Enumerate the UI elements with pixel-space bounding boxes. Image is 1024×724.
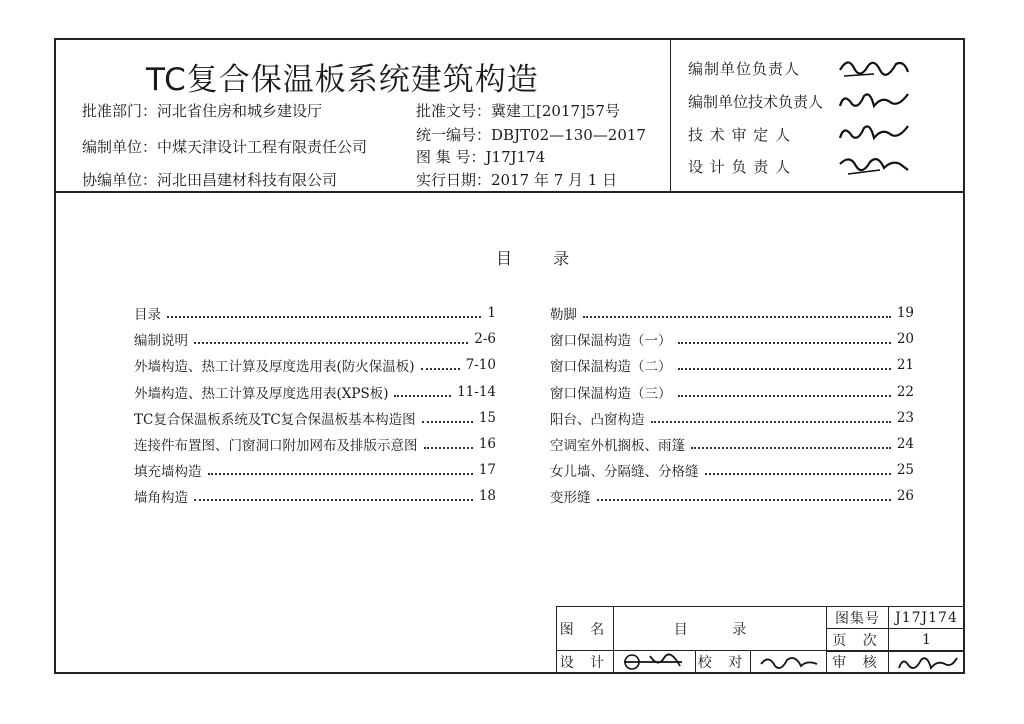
- signature-image-3: [834, 118, 914, 146]
- toc-entry-title: 外墙构造、热工计算及厚度选用表(防火保温板): [134, 359, 415, 376]
- resp-role-1: 编制单位负责人: [688, 60, 801, 78]
- compiler-value: 中煤天津设计工程有限责任公司: [157, 138, 368, 156]
- toc-entry-title: 窗口保温构造（三）: [550, 385, 672, 402]
- atlas-no-cell: J17J174: [888, 606, 965, 629]
- toc-entry[interactable]: [550, 379, 914, 405]
- toc-entry-title: 填充墙构造: [134, 464, 202, 481]
- toc-entry-page: 21: [896, 357, 914, 374]
- header-bottom-rule: [56, 191, 963, 193]
- effective-date-value: 2017 年 7 月 1 日: [491, 171, 618, 189]
- toc-entry-page: 15: [478, 409, 496, 426]
- check-label: 校 对: [695, 650, 751, 674]
- toc-entry[interactable]: [134, 379, 496, 405]
- toc-entry-page: 20: [896, 331, 914, 348]
- toc-leader: [208, 465, 473, 475]
- toc-leader: [583, 308, 891, 318]
- toc-entry-title: 外墙构造、热工计算及厚度选用表(XPS板): [134, 385, 389, 402]
- review-label: 审 核: [826, 650, 889, 674]
- unified-code-value: DBJT02—130—2017: [491, 126, 646, 144]
- toc-entry-page: 11-14: [457, 383, 496, 400]
- toc-entry-title: 窗口保温构造（一）: [550, 333, 672, 350]
- toc-leader: [194, 491, 473, 501]
- atlas-no: [416, 146, 545, 167]
- co-compiler: [82, 169, 337, 190]
- title-block: [556, 606, 965, 674]
- toc-entry[interactable]: [550, 300, 914, 326]
- atlas-no-label-cell: 图集号: [826, 606, 889, 629]
- toc-entry[interactable]: [134, 405, 496, 431]
- design-signature-image: [620, 652, 690, 672]
- drawing-frame: [54, 38, 965, 674]
- toc-entry-title: 变形缝: [550, 490, 591, 507]
- toc-leader: [421, 360, 460, 370]
- toc-entry-title: 目录: [134, 307, 161, 324]
- approval-dept-value: 河北省住房和城乡建设厅: [157, 102, 323, 120]
- header-divider: [670, 40, 671, 191]
- effective-date: [416, 169, 617, 190]
- toc-entry-page: 1: [487, 305, 496, 322]
- signature-image-1: [834, 52, 914, 80]
- drawing-name: 目 录: [613, 606, 827, 651]
- toc-entry-page: 25: [896, 462, 914, 479]
- design-signature-cell: [613, 650, 696, 674]
- toc-leader: [424, 439, 473, 449]
- toc-entry-title: 编制说明: [134, 333, 188, 350]
- toc-leader: [422, 413, 473, 423]
- signature-image-4: [834, 150, 914, 178]
- toc-leader: [167, 308, 481, 318]
- toc-leader: [678, 334, 891, 344]
- toc-entry-page: 17: [478, 462, 496, 479]
- toc-entry-page: 2-6: [474, 331, 496, 348]
- toc-entry-page: 19: [896, 305, 914, 322]
- design-label: 设 计: [556, 650, 614, 674]
- toc-entry-page: 26: [896, 488, 914, 505]
- toc-entry[interactable]: [134, 483, 496, 509]
- toc-leader: [691, 439, 891, 449]
- toc-entry-title: 墙角构造: [134, 490, 188, 507]
- toc-leader: [678, 387, 891, 397]
- toc-entry-page: 7-10: [465, 357, 496, 374]
- check-signature-cell: [750, 650, 827, 674]
- toc-entry-page: 18: [478, 488, 496, 505]
- toc-leader: [651, 413, 891, 423]
- toc-left-column: [134, 300, 496, 510]
- toc-entry-title: TC复合保温板系统及TC复合保温板基本构造图: [134, 411, 416, 428]
- resp-role-3: 技 术 审 定 人: [688, 126, 792, 144]
- approval-dept: [82, 100, 322, 121]
- toc-entry-title: 勒脚: [550, 307, 577, 324]
- toc-entry[interactable]: [550, 483, 914, 509]
- signature-image-2: [834, 86, 914, 114]
- page-label-cell: 页 次: [826, 628, 889, 652]
- toc-heading: 目 录: [496, 249, 588, 268]
- toc-entry-page: 22: [896, 383, 914, 400]
- toc-entry[interactable]: [134, 300, 496, 326]
- co-compiler-label: 协编单位：: [82, 171, 158, 189]
- toc-entry-page: 23: [896, 409, 914, 426]
- co-compiler-value: 河北田昌建材科技有限公司: [157, 171, 338, 189]
- review-signature-image: [895, 652, 959, 672]
- effective-date-label: 实行日期：: [416, 171, 492, 189]
- toc-entry[interactable]: [134, 431, 496, 457]
- approval-doc: [416, 100, 620, 121]
- toc-entry-page: 24: [896, 436, 914, 453]
- unified-code: [416, 124, 646, 145]
- approval-doc-value: 冀建工[2017]57号: [491, 102, 620, 120]
- toc-leader: [394, 387, 451, 397]
- compiler-label: 编制单位：: [82, 138, 158, 156]
- atlas-no-label: 图 集 号：: [416, 148, 486, 166]
- toc-leader: [194, 334, 468, 344]
- toc-entry-title: 女儿墙、分隔缝、分格缝: [550, 464, 699, 481]
- check-signature-image: [757, 652, 821, 672]
- atlas-no-value: J17J174: [485, 148, 546, 166]
- review-signature-cell: [888, 650, 965, 674]
- compiler: [82, 136, 367, 157]
- toc-entry[interactable]: [134, 326, 496, 352]
- approval-doc-label: 批准文号：: [416, 102, 492, 120]
- toc-leader: [705, 465, 891, 475]
- toc-entry[interactable]: [550, 405, 914, 431]
- toc-entry[interactable]: [550, 457, 914, 483]
- approval-dept-label: 批准部门：: [82, 102, 158, 120]
- toc-entry[interactable]: [134, 457, 496, 483]
- toc-entry-title: 窗口保温构造（二）: [550, 359, 672, 376]
- toc-entry[interactable]: [550, 431, 914, 457]
- resp-role-4: 设 计 负 责 人: [688, 158, 792, 176]
- unified-code-label: 统一编号：: [416, 126, 492, 144]
- resp-role-2: 编制单位技术负责人: [688, 93, 824, 111]
- toc-entry-title: 连接件布置图、门窗洞口附加网布及排版示意图: [134, 438, 418, 455]
- toc-entry-title: 阳台、凸窗构造: [550, 411, 645, 428]
- document-title: TC复合保温板系统建筑构造: [146, 62, 539, 98]
- page-number-cell: 1: [888, 628, 965, 652]
- toc-entry[interactable]: [134, 352, 496, 378]
- toc-entry[interactable]: [550, 326, 914, 352]
- toc-right-column: [550, 300, 914, 510]
- toc-entry-title: 空调室外机搁板、雨篷: [550, 438, 685, 455]
- toc-entry[interactable]: [550, 352, 914, 378]
- toc-leader: [597, 491, 891, 501]
- toc-leader: [678, 360, 891, 370]
- toc-entry-page: 16: [478, 436, 496, 453]
- drawing-name-label: 图 名: [556, 606, 614, 651]
